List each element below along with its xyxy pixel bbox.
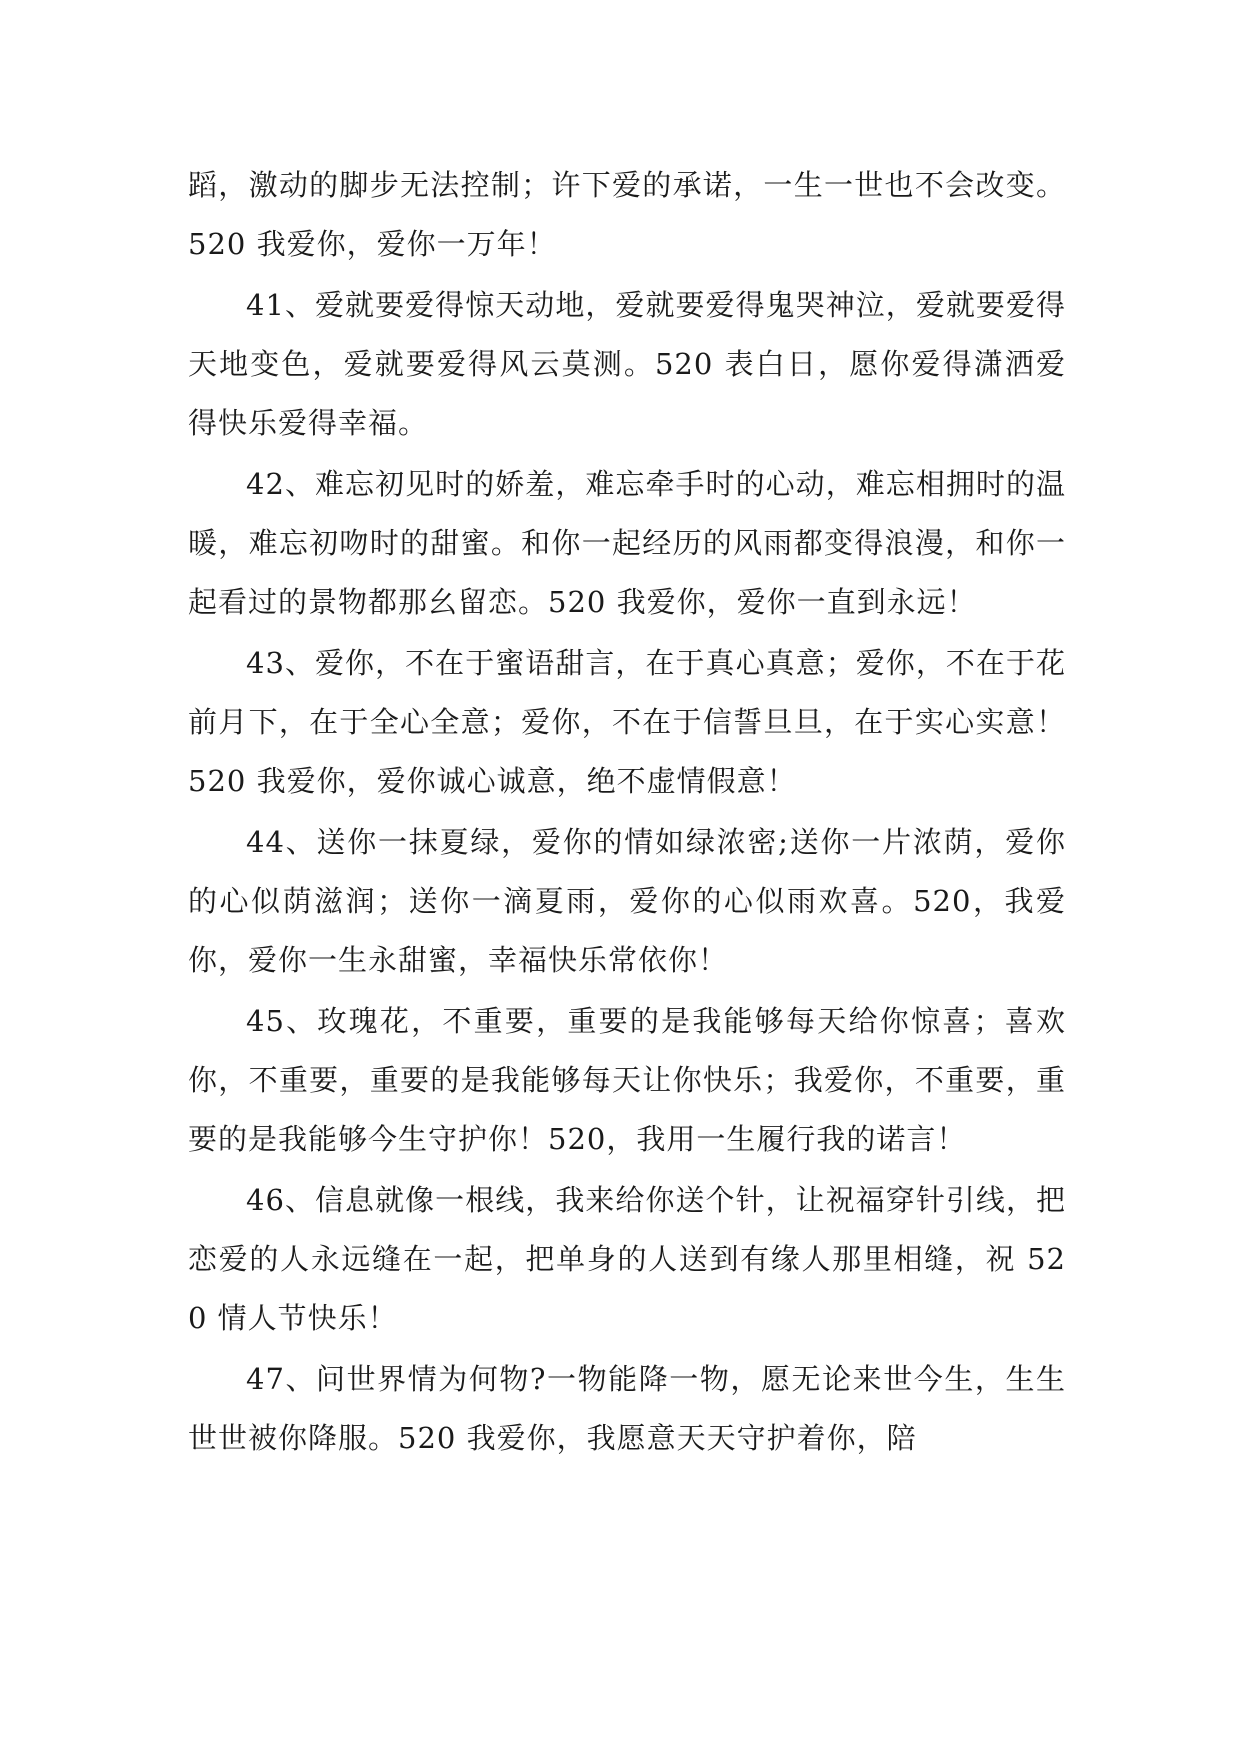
paragraph-42: 42、难忘初见时的娇羞，难忘牵手时的心动，难忘相拥时的温暖，难忘初吻时的甜蜜。和你一起经历的风雨都变得浪漫，和你一起看过的景物都那幺留恋。520 我爱你，爱你一直到永远！ <box>188 467 1066 619</box>
paragraph-44: 44、送你一抹夏绿，爱你的情如绿浓密;送你一片浓荫，爱你的心似荫滋润；送你一滴夏雨，爱你的心似雨欢喜。520，我爱你，爱你一生永甜蜜，幸福快乐常依你！ <box>188 825 1066 977</box>
paragraph-41: 41、爱就要爱得惊天动地，爱就要爱得鬼哭神泣，爱就要爱得天地变色，爱就要爱得风云莫测。520 表白日，愿你爱得潇洒爱得快乐爱得幸福。 <box>188 288 1066 440</box>
paragraph-40-continuation: 蹈，激动的脚步无法控制；许下爱的承诺，一生一世也不会改变。520 我爱你，爱你一万年！ <box>188 168 1066 261</box>
paragraph-46: 46、信息就像一根线，我来给你送个针，让祝福穿针引线，把恋爱的人永远缝在一起，把单身的人送到有缘人那里相缝，祝 520 情人节快乐！ <box>188 1183 1066 1335</box>
paragraph-47: 47、问世界情为何物?一物能降一物，愿无论来世今生，生生世世被你降服。520 我爱你，我愿意天天守护着你，陪 <box>188 1362 1066 1455</box>
paragraph-45: 45、玫瑰花，不重要，重要的是我能够每天给你惊喜；喜欢你，不重要，重要的是我能够每天让你快乐；我爱你，不重要，重要的是我能够今生守护你！520，我用一生履行我的诺言！ <box>188 1004 1066 1156</box>
paragraph-43: 43、爱你，不在于蜜语甜言，在于真心真意；爱你，不在于花前月下，在于全心全意；爱你，不在于信誓旦旦，在于实心实意！520 我爱你，爱你诚心诚意，绝不虚情假意！ <box>188 646 1066 798</box>
document-body <box>188 156 1066 1470</box>
